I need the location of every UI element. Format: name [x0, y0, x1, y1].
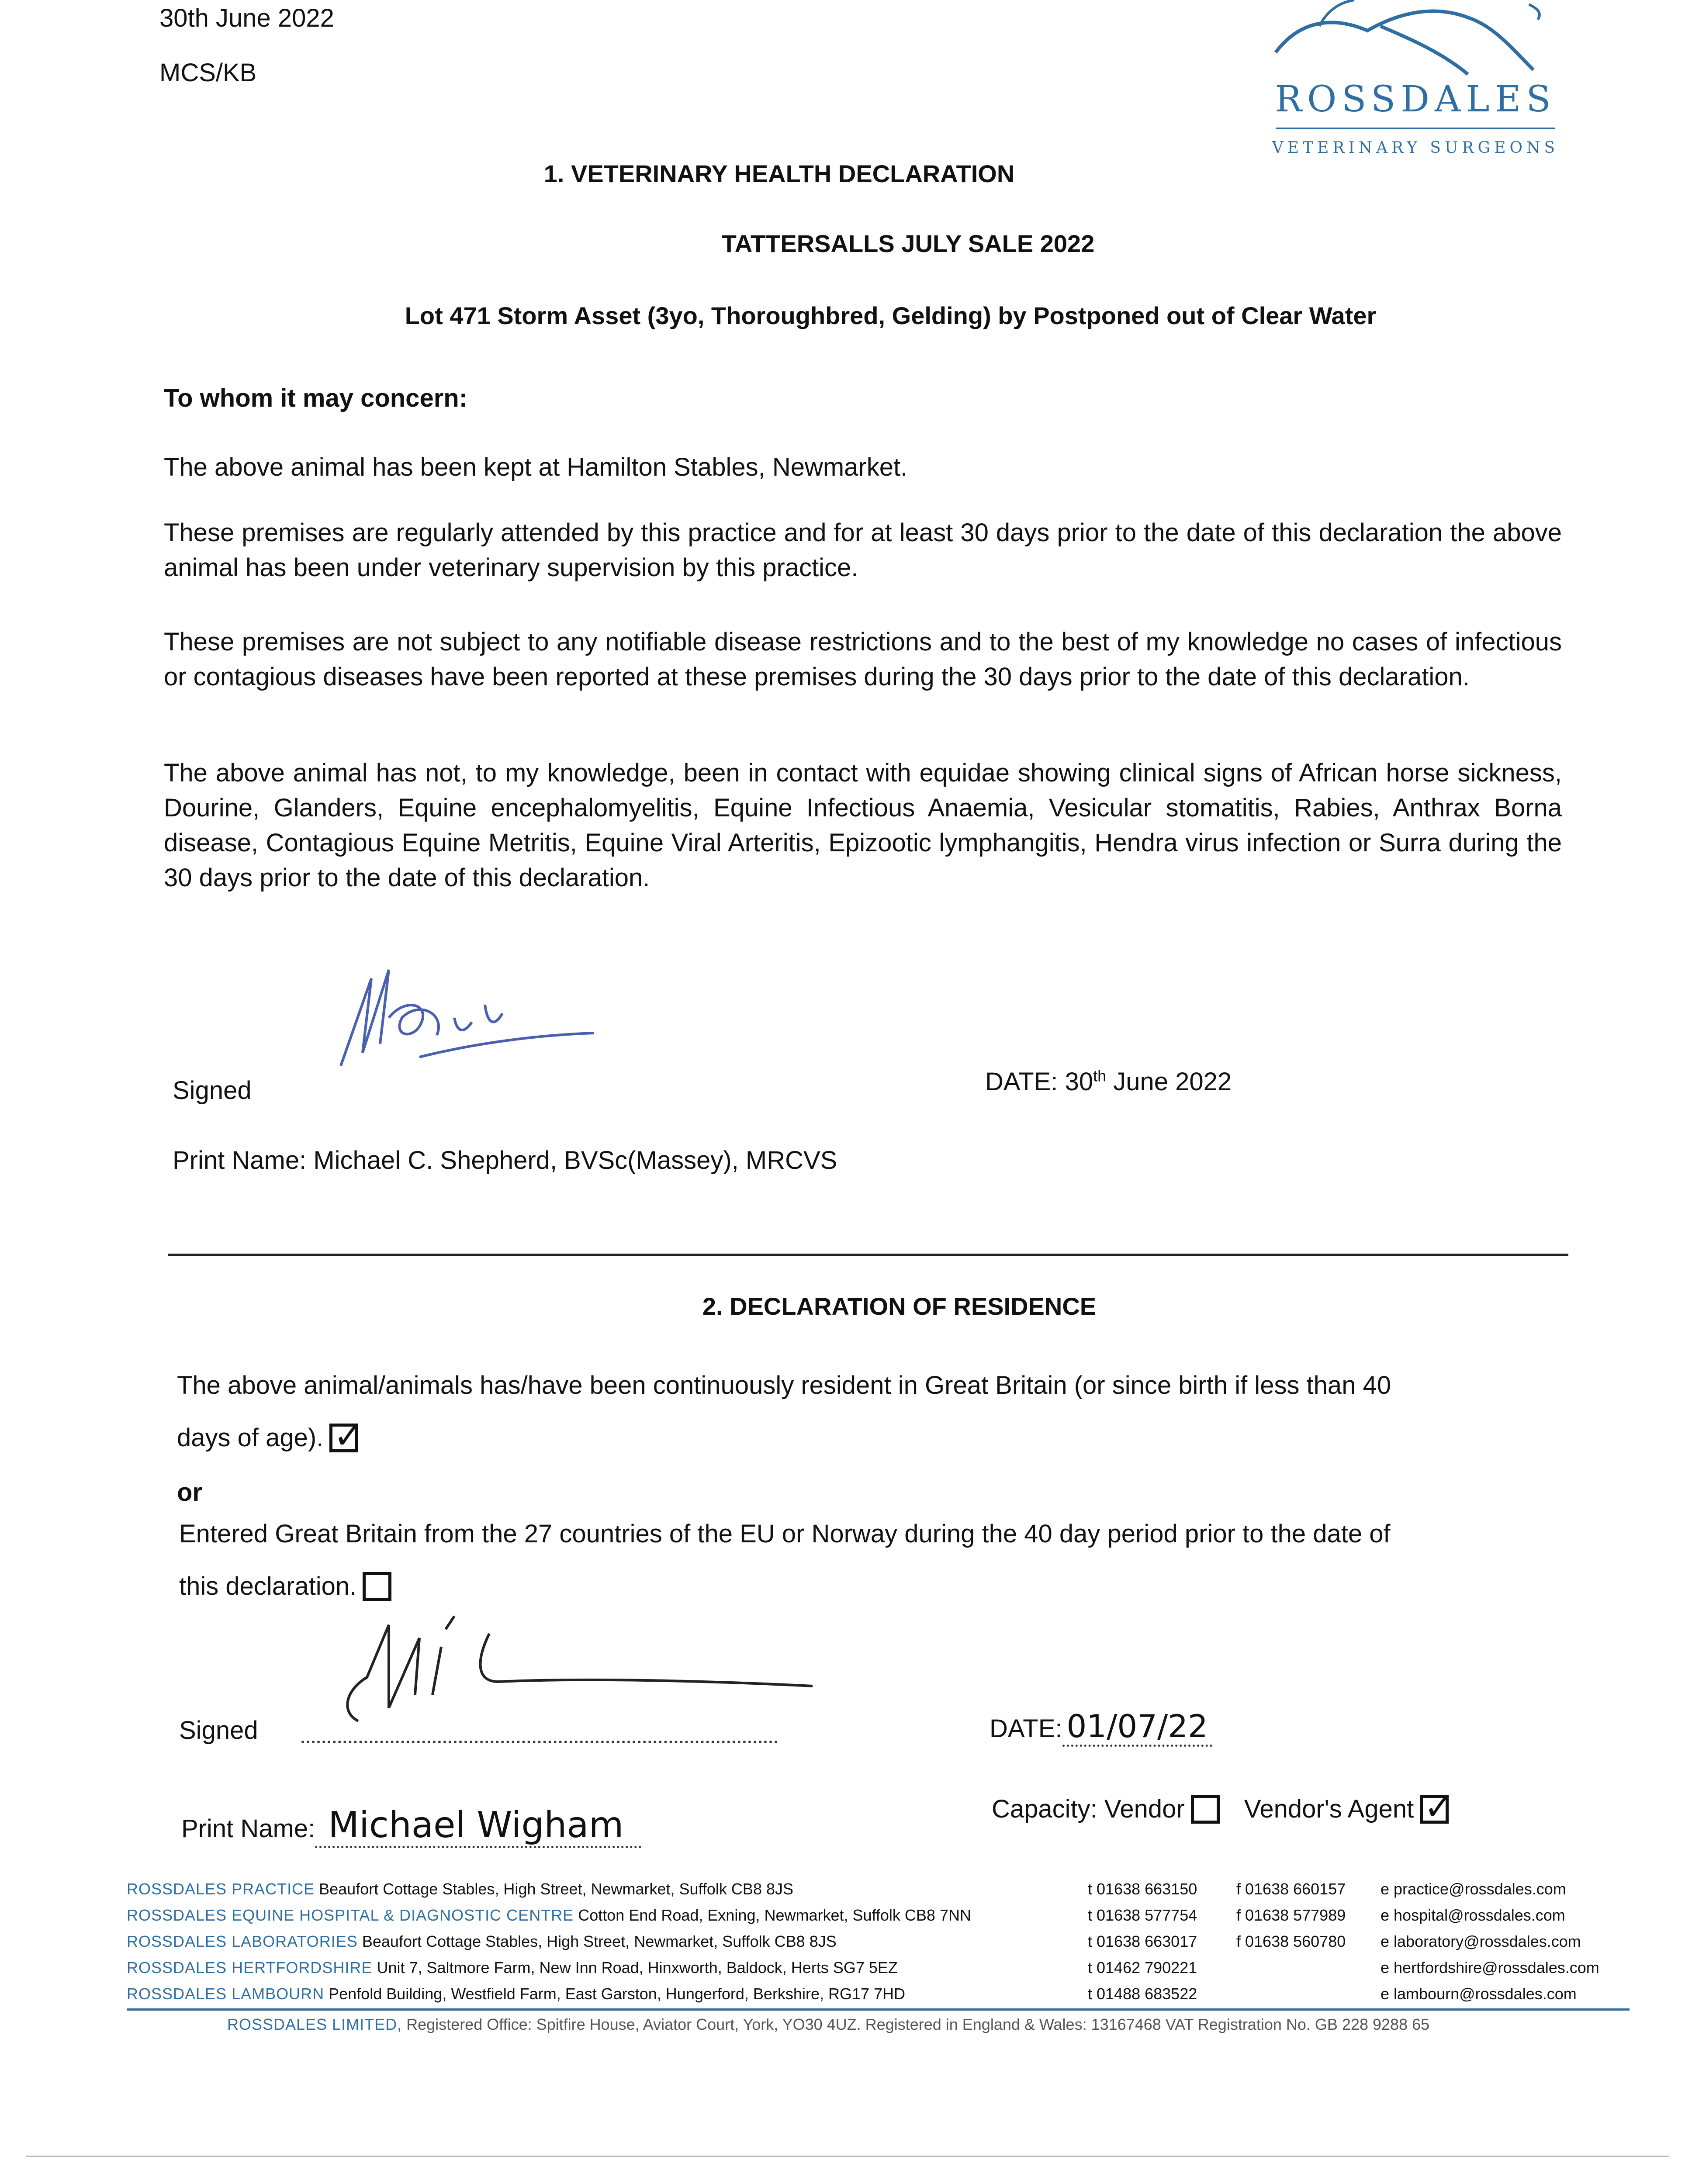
section1-heading: 1. VETERINARY HEALTH DECLARATION: [543, 160, 1015, 187]
option2-checkbox[interactable]: [363, 1572, 391, 1601]
date-field-2: DATE: 01/07/22: [990, 1704, 1212, 1749]
signature-line: [301, 1741, 778, 1743]
footer-row: [127, 1902, 1630, 1928]
paragraph-no-restrictions: These premises are not subject to any notifiable disease restrictions and to the best of my knowledge no cases of infectious or contagious diseases have been reported at these premises during the 30 days prior to the date of this declaration.: [164, 628, 1562, 691]
footer-fax: f 01638 560780: [1236, 1932, 1346, 1950]
lot-title: Lot 471 Storm Asset (3yo, Thoroughbred, Gelding) by Postponed out of Clear Water: [405, 302, 1377, 329]
footer-phone: t 01638 663017: [1088, 1932, 1197, 1950]
footer-address: Unit 7, Saltmore Farm, New Inn Road, Hinxworth, Baldock, Herts SG7 5EZ: [377, 1959, 898, 1977]
footer-fax: [1236, 1955, 1381, 1981]
footer-org: ROSSDALES LAMBOURN: [127, 1985, 325, 2003]
handwritten-date: 01/07/22: [1062, 1708, 1212, 1747]
signature-image-2: [332, 1607, 848, 1738]
footer-registration: [227, 2011, 1625, 2038]
residence-option2-line1: Entered Great Britain from the 27 countries of the EU or Norway during the 40 day period prior to the date of: [179, 1520, 1391, 1548]
logo-tagline: VETERINARY SURGEONS: [1272, 139, 1559, 157]
footer-fax: f 01638 660157: [1236, 1880, 1346, 1898]
salutation: To whom it may concern:: [164, 384, 468, 412]
paragraph-supervision: These premises are regularly attended by this practice and for at least 30 days prior to the date of this declaration the above animal has been under veterinary supervision by this practice.: [164, 518, 1562, 582]
reference-code: MCS/KB: [159, 59, 257, 87]
capacity-field: Capacity: Vendor Vendor's Agent ✓: [992, 1788, 1453, 1827]
print-name-1: Print Name: Michael C. Shepherd, BVSc(Massey), MRCVS: [173, 1146, 837, 1175]
footer-org: ROSSDALES LABORATORIES: [127, 1932, 358, 1950]
signed-label-1: Signed: [173, 1076, 252, 1105]
footer-fax: f 01638 577989: [1236, 1906, 1346, 1924]
footer-row: [127, 1928, 1630, 1955]
footer-row: [127, 1981, 1630, 2007]
footer-contacts: [127, 1876, 1630, 2007]
footer-email[interactable]: e hertfordshire@rossdales.com: [1381, 1959, 1599, 1977]
section-divider: [168, 1254, 1568, 1256]
footer-row: [127, 1876, 1630, 1902]
footer-org: ROSSDALES PRACTICE: [127, 1880, 315, 1898]
paragraph-no-contact: The above animal has not, to my knowledge, been in contact with equidae showing clinical signs of African horse sickness, Dourine, Glanders, Equine encephalomyelitis, Equine Infectious Anaemia, Vesicular stomatitis, Rabies, Anthrax Borna disease, Contagious Equine Metritis, Equine Viral Arteritis, Epizootic lymphangitis, Hendra virus infection or Surra during the 30 days prior to the date of this declaration.: [164, 759, 1562, 892]
document-date: 30th June 2022: [159, 4, 334, 32]
horse-logo-icon: [1267, 0, 1564, 79]
checkmark-icon: ✓: [333, 1417, 363, 1455]
checkmark-icon: ✓: [1424, 1788, 1453, 1827]
residence-option2-line2: this declaration.: [179, 1568, 391, 1605]
footer-email[interactable]: e lambourn@rossdales.com: [1381, 1985, 1577, 2003]
footer-company: ROSSDALES LIMITED,: [227, 2015, 402, 2033]
footer-org: ROSSDALES EQUINE HOSPITAL & DIAGNOSTIC CENTRE: [127, 1906, 574, 1924]
footer-fax: [1236, 1981, 1381, 2007]
residence-option1-line2: days of age). ✓: [177, 1417, 363, 1455]
footer-address: Beaufort Cottage Stables, High Street, Newmarket, Suffolk CB8 8JS: [319, 1880, 793, 1898]
declaration-date-1: DATE: 30th June 2022: [985, 1067, 1232, 1096]
logo-divider: [1276, 128, 1555, 129]
sale-title: TATTERSALLS JULY SALE 2022: [721, 230, 1095, 257]
footer-phone: t 01462 790221: [1088, 1959, 1197, 1977]
vendor-agent-checkbox[interactable]: [1420, 1788, 1453, 1827]
or-label: or: [177, 1478, 202, 1507]
footer-registered-office: Registered Office: Spitfire House, Aviator Court, York, YO30 4UZ. Registered in England & Wales: 13167468 VAT Registration No. GB 228 9288 65: [406, 2015, 1430, 2033]
rossdales-logo: [1267, 0, 1564, 175]
footer-address: Cotton End Road, Exning, Newmarket, Suffolk CB8 7NN: [578, 1906, 971, 1924]
footer-address: Beaufort Cottage Stables, High Street, Newmarket, Suffolk CB8 8JS: [362, 1932, 837, 1950]
paragraph-kept-at: The above animal has been kept at Hamilton Stables, Newmarket.: [164, 453, 908, 481]
residence-option1-line1: The above animal/animals has/have been continuously resident in Great Britain (or since birth if less than 40: [177, 1371, 1391, 1400]
footer-row: [127, 1955, 1630, 1981]
footer-divider: [127, 2008, 1630, 2011]
footer-phone: t 01638 577754: [1088, 1906, 1197, 1924]
footer-email[interactable]: e laboratory@rossdales.com: [1381, 1932, 1581, 1950]
footer-address: Penfold Building, Westfield Farm, East Garston, Hungerford, Berkshire, RG17 7HD: [329, 1985, 906, 2003]
print-name-field-2: Print Name: Michael Wigham: [181, 1800, 641, 1852]
footer-email[interactable]: e practice@rossdales.com: [1381, 1880, 1566, 1898]
signed-label-2: Signed: [179, 1716, 258, 1745]
option1-checkbox[interactable]: [329, 1417, 363, 1455]
footer-email[interactable]: e hospital@rossdales.com: [1381, 1906, 1565, 1924]
footer-phone: t 01638 663150: [1088, 1880, 1197, 1898]
footer-phone: t 01488 683522: [1088, 1985, 1197, 2003]
handwritten-name: Michael Wigham: [315, 1804, 641, 1848]
footer-org: ROSSDALES HERTFORDSHIRE: [127, 1959, 373, 1977]
vendor-checkbox[interactable]: [1191, 1795, 1220, 1824]
scan-edge-line: [26, 2156, 1669, 2157]
logo-wordmark: ROSSDALES: [1275, 79, 1556, 120]
section2-heading: 2. DECLARATION OF RESIDENCE: [702, 1292, 1097, 1320]
signature-image-1: [332, 952, 603, 1083]
